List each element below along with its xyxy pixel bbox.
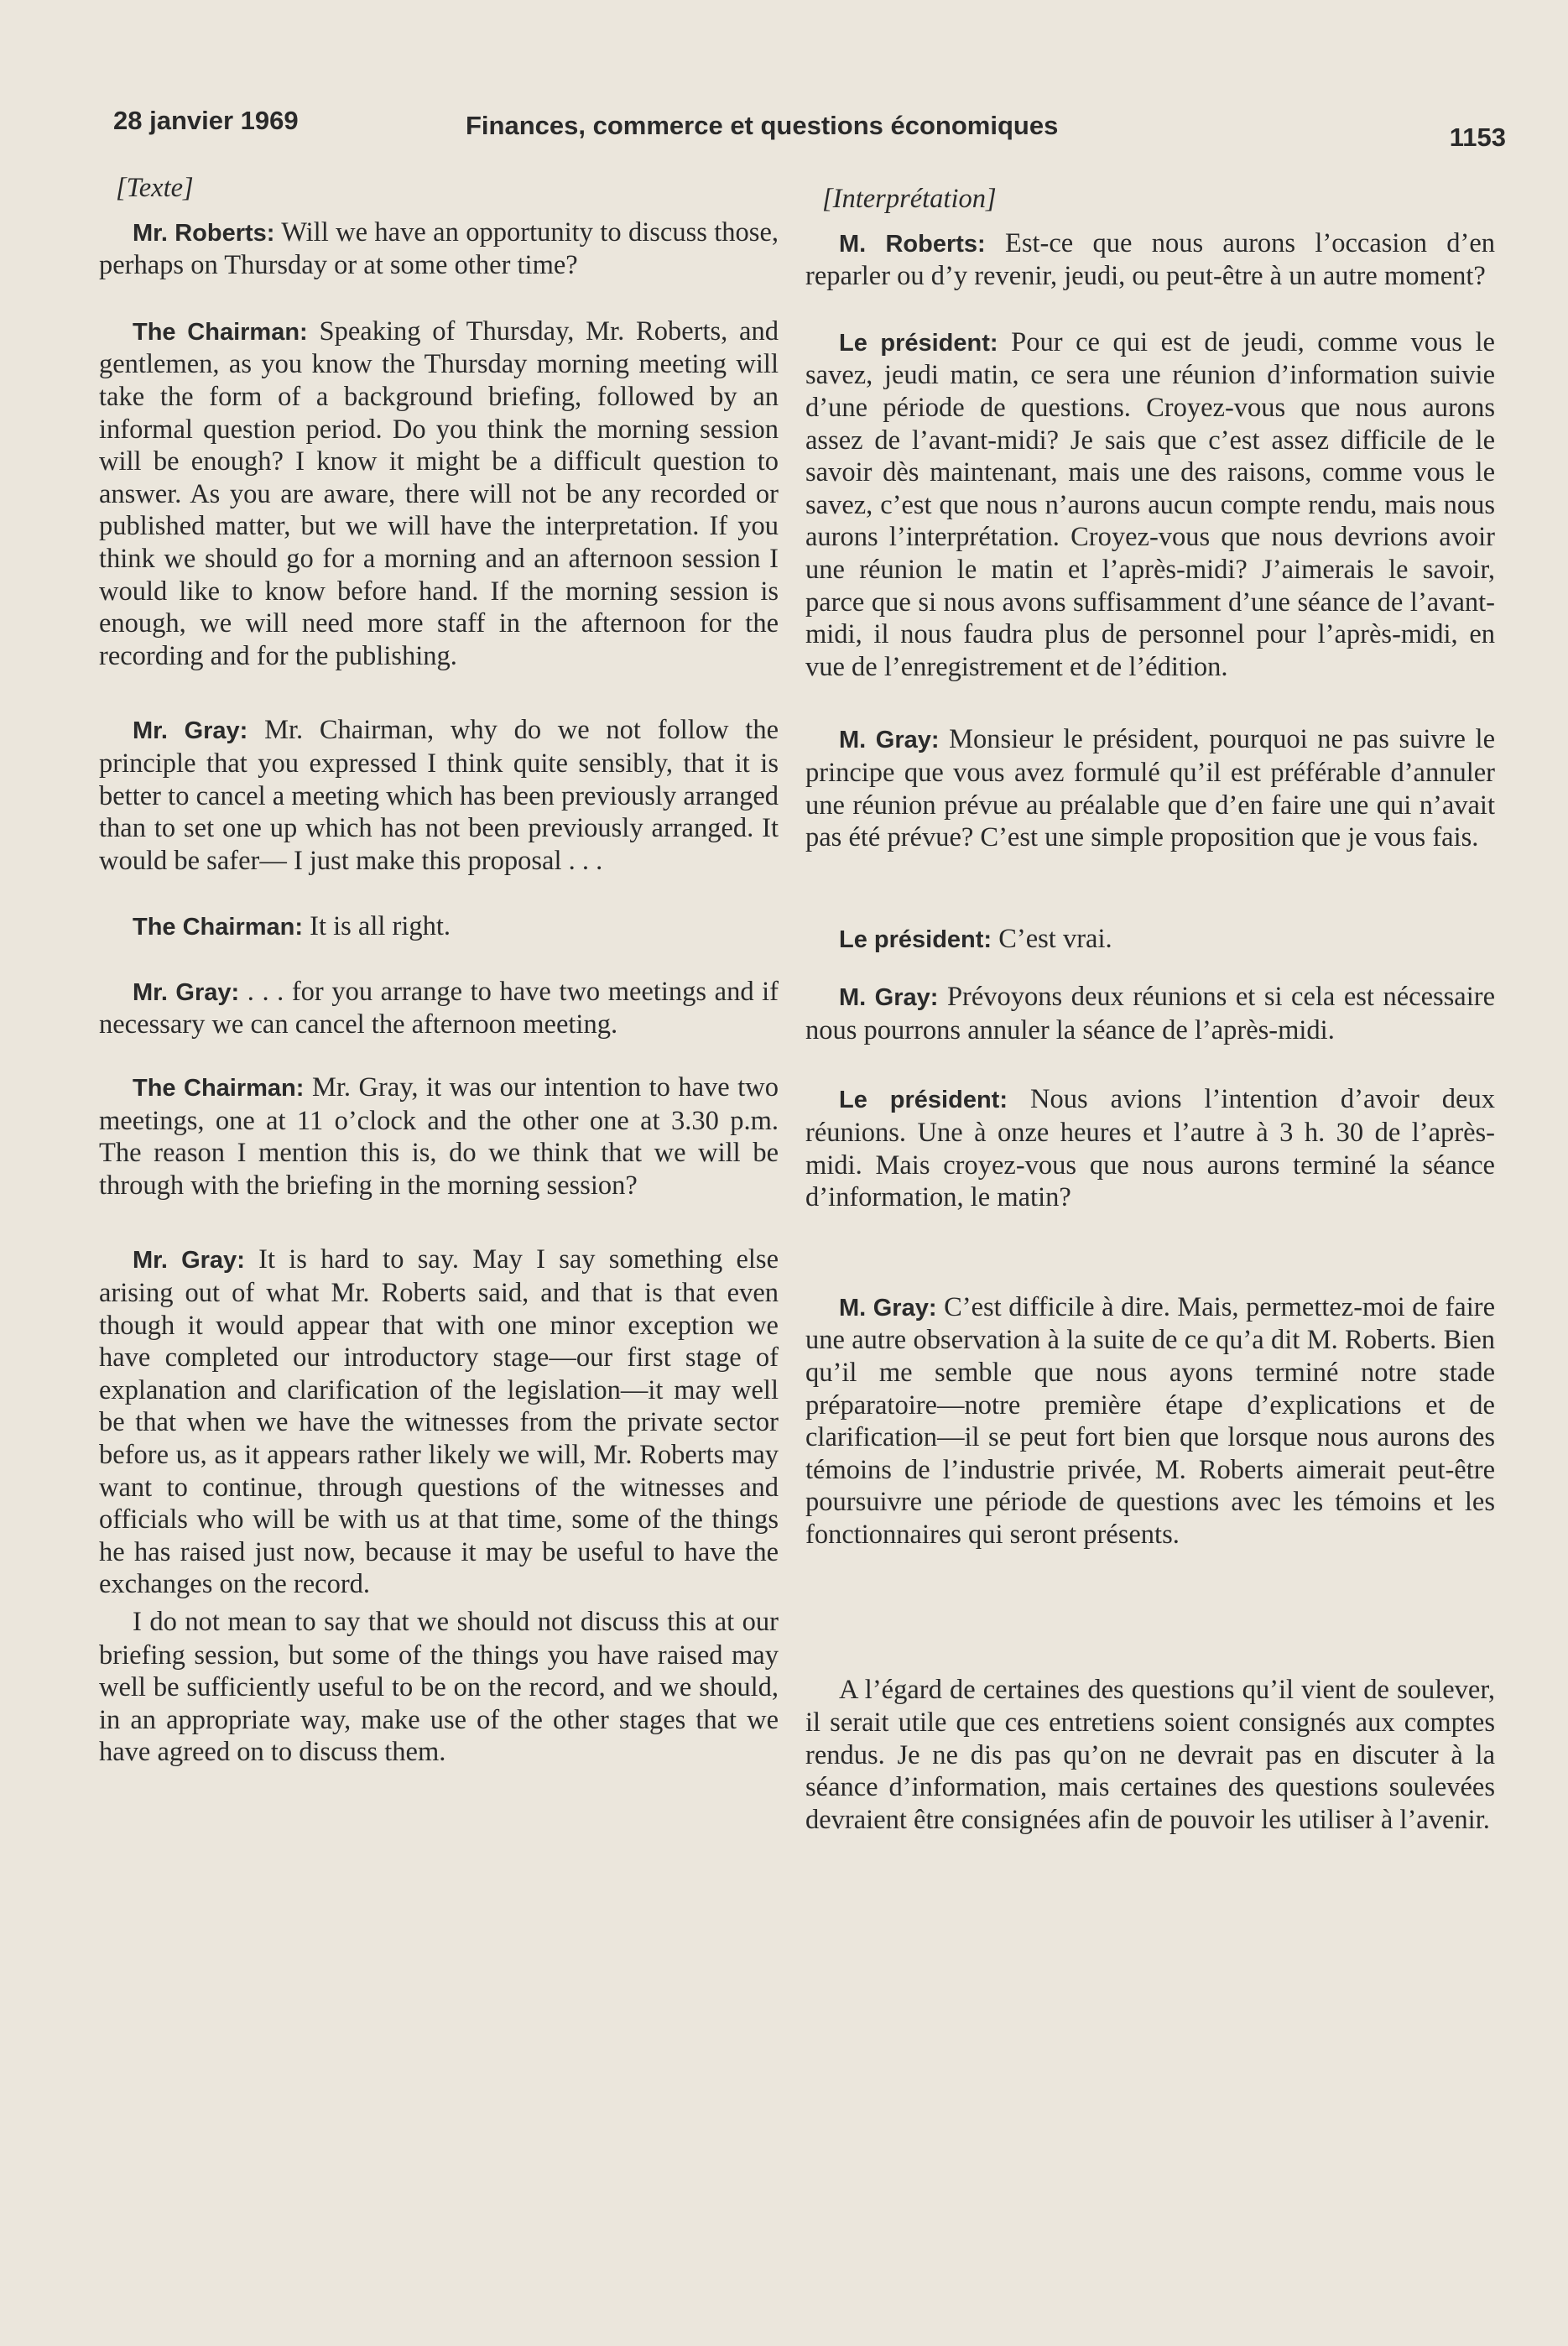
- paragraph: [99, 1606, 779, 1769]
- header-date: 28 janvier 1969: [113, 106, 299, 135]
- speaker-name: M. Gray:: [839, 727, 940, 754]
- paragraph: [805, 1674, 1495, 1837]
- page-number: 1153: [1449, 123, 1506, 152]
- speaker-name: Mr. Gray:: [133, 978, 240, 1006]
- speaker-name: Le président:: [839, 925, 992, 953]
- section-label-interpretation: [Interprétation]: [822, 184, 997, 214]
- page-header: [113, 99, 1506, 152]
- speech-text: Est-ce que nous aurons l’occasion d’en reparler ou d’y revenir, jeudi, ou peut-être à un autre moment?: [805, 227, 1495, 292]
- paragraph: [99, 315, 779, 673]
- speech-text: Speaking of Thursday, Mr. Roberts, and gentlemen, as you know the Thursday morning meeting will take the form of a background briefing, followed by an informal question period. Do you think the morning session will be enough? I know it might be a difficult question to answer. As you are aware, there will not be any recorded or published matter, but we will have the interpretation. If you think we should go for a morning and an afternoon session I would like to know before hand. If the morning session is enough, we will need more staff in the afternoon for the recording and for the publishing.: [99, 315, 779, 671]
- speech-text: Nous avions l’intention d’avoir deux réunions. Une à onze heures et l’autre à 3 h. 30 de l’après-midi. Mais croyez-vous que nous aurons terminé la séance d’information, le matin?: [805, 1084, 1495, 1213]
- speaker-name: Le président:: [839, 329, 998, 357]
- speech-text: . . . for you arrange to have two meetings and if necessary we can cancel the afternoon meeting.: [99, 976, 779, 1040]
- paragraph: [99, 910, 779, 944]
- speaker-name: The Chairman:: [133, 1075, 305, 1103]
- paragraph: [805, 723, 1495, 853]
- speaker-name: Le président:: [839, 1087, 1008, 1114]
- speaker-name: Mr. Gray:: [133, 717, 248, 745]
- french-column: [805, 183, 1495, 1869]
- speaker-name: The Chairman:: [133, 914, 304, 941]
- english-column: [99, 172, 779, 1801]
- speech-text: Monsieur le président, pourquoi ne pas suivre le principe que vous avez formulé qu’il est préférable d’annuler une réunion prévue au préalable que d’en faire une qui n’avait pas été prévue? C’est une simple proposition que je vous fais.: [805, 724, 1496, 853]
- paragraph: [805, 227, 1495, 293]
- paragraph: [805, 1291, 1495, 1551]
- paragraph: [805, 326, 1495, 684]
- speech-text: Pour ce qui est de jeudi, comme vous le savez, jeudi matin, ce sera une réunion d’information suivie d’une période de questions. Croyez-vous que nous aurons assez de l’avant-midi? Je sais que c’est assez difficile de le savoir dès maintenant, mais une des raisons, comme vous le savez, c’est que nous n’aurons aucun compte rendu, mais nous aurons l’interprétation. Croyez-vous que nous devrions avoir une réunion le matin et l’après-midi? J’aimerais le savoir, parce que si nous avons suffisamment d’une séance de l’avant-midi, il nous faudra plus de personnel pour l’après-midi, en vue de l’enregistrement et de l’édition.: [805, 326, 1495, 682]
- speech-text: Mr. Chairman, why do we not follow the principle that you expressed I think quite sensibly, that it is better to cancel a meeting which has been previously arranged than to set one up which has not been previously arranged. It would be safer— I just make this proposal . . .: [99, 715, 779, 876]
- paragraph: [805, 981, 1495, 1046]
- paragraph: [805, 1083, 1495, 1213]
- paragraph: [99, 714, 779, 877]
- speech-text: It is hard to say. May I say something else arising out of what Mr. Roberts said, and that is that even though it would appear that with one minor exception we have completed our introductory stage—our first stage of explanation and clarification of the legislation—it may well be that when we have the witnesses from the private sector before us, as it appears rather likely we will, Mr. Roberts may want to continue, through questions of the witnesses and officials who will be with us at that time, some of the things he has raised just now, because it may be useful to have the exchanges on the record.: [99, 1244, 779, 1600]
- speech-text: A l’égard de certaines des questions qu’il vient de soulever, il serait utile que ces entretiens soient consignés aux comptes rendus. Je ne dis pas qu’on ne devrait pas en discuter à la séance d’information, mais certaines des questions soulevées devraient être consignées afin de pouvoir les utiliser à l’avenir.: [805, 1674, 1495, 1835]
- header-title: Finances, commerce et questions économiques: [466, 111, 1059, 140]
- speaker-name: M. Gray:: [839, 1294, 937, 1322]
- speaker-name: Mr. Gray:: [133, 1247, 245, 1275]
- paragraph: [99, 976, 779, 1041]
- section-label-texte: [Texte]: [116, 173, 194, 203]
- speech-text: It is all right.: [303, 911, 451, 942]
- speaker-name: M. Gray:: [839, 984, 939, 1012]
- speaker-name: Mr. Roberts:: [133, 219, 275, 247]
- speech-text: Prévoyons deux réunions et si cela est nécessaire nous pourrons annuler la séance de l’après-midi.: [805, 982, 1496, 1045]
- paragraph: [805, 923, 1495, 957]
- speech-text: C’est difficile à dire. Mais, permettez-moi de faire une autre observation à la suite de ce qu’a dit M. Roberts. Bien qu’il me semble que nous ayons terminé notre stade préparatoire—notre première étape d’explications et de clarification—il se peut fort bien que lorsque nous aurons des témoins de l’industrie privée, M. Roberts aimerait peut-être poursuivre une période de questions avec les témoins et les fonctionnaires qui seront présents.: [805, 1291, 1495, 1550]
- speaker-name: The Chairman:: [133, 318, 308, 346]
- speech-text: C’est vrai.: [992, 923, 1112, 954]
- speaker-name: M. Roberts:: [839, 230, 986, 258]
- paragraph: [99, 216, 779, 282]
- paragraph: [99, 1243, 779, 1601]
- paragraph: [99, 1071, 779, 1202]
- speech-text: Mr. Gray, it was our intention to have two meetings, one at 11 o’clock and the other one at 3.30 p.m. The reason I mention this is, do we think that we will be through with the briefing in the morning session?: [99, 1072, 779, 1201]
- speech-text: I do not mean to say that we should not discuss this at our briefing session, but some of the things you have raised may well be sufficiently useful to be on the record, and we should, in an appropriate way, make use of the other stages that we have agreed on to discuss them.: [99, 1606, 779, 1768]
- speech-text: Will we have an opportunity to discuss those, perhaps on Thursday or at some other time?: [99, 216, 779, 281]
